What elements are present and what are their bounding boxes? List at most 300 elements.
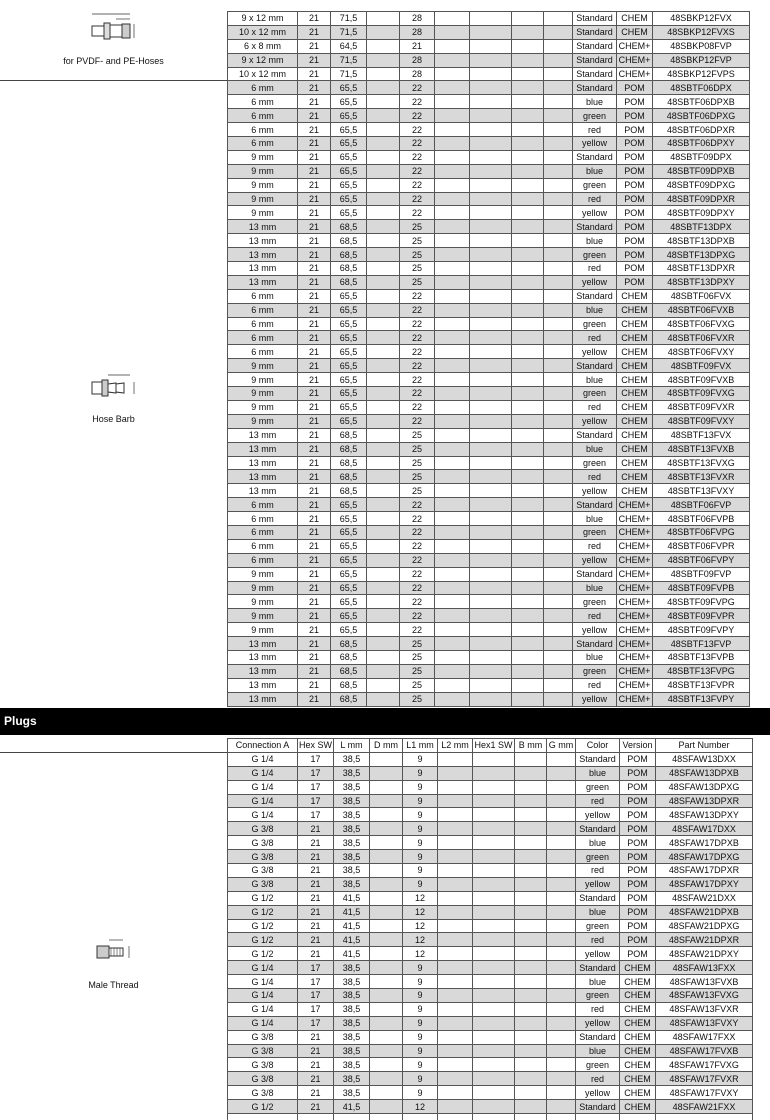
cell-part-number: 48SBTF09FVXB: [653, 373, 750, 387]
cell-version: CHEM+: [617, 53, 653, 67]
cell-connection-a: 6 mm: [228, 109, 298, 123]
cell-d-mm: [367, 178, 400, 192]
cell-connection-a: G 3/8: [228, 836, 298, 850]
cell-connection-a: 9 mm: [228, 400, 298, 414]
cell-hex1-sw: [473, 1086, 515, 1100]
cell-l1-mm: 12: [403, 1100, 438, 1114]
cell-hex-sw: 21: [298, 864, 334, 878]
table-row: [228, 248, 750, 262]
cell-g-mm: [547, 947, 576, 961]
header-l1-mm: L1 mm: [403, 739, 438, 753]
cell-part-number: 48SFAW13FVXB: [656, 975, 753, 989]
cell-l2-mm: [435, 359, 470, 373]
cell-hex-sw: 21: [298, 484, 331, 498]
cell-d-mm: [367, 25, 400, 39]
cell-l1-mm: 9: [403, 1086, 438, 1100]
cell-b-mm: [512, 248, 544, 262]
cell-b-mm: [515, 1030, 547, 1044]
cell-hex1-sw: [473, 808, 515, 822]
cell-hex-sw: 21: [298, 387, 331, 401]
cell-l1-mm: 9: [403, 766, 438, 780]
cell-connection-a: 13 mm: [228, 664, 298, 678]
cell-l-mm: 68,5: [331, 442, 367, 456]
table-row: [228, 752, 753, 766]
cell-version: CHEM: [620, 975, 656, 989]
cell-l-mm: 38,5: [334, 961, 370, 975]
cell-hex1-sw: [470, 67, 512, 81]
cell-color: red: [573, 539, 617, 553]
cell-part-number: 48SBKP08FVP: [653, 39, 750, 53]
cell-color: red: [576, 864, 620, 878]
cell-hex1-sw: [473, 891, 515, 905]
cell-version: CHEM: [617, 303, 653, 317]
cell-version: CHEM: [617, 12, 653, 26]
table-row: [228, 637, 750, 651]
cell-l1-mm: 22: [400, 400, 435, 414]
cell-version: POM: [620, 891, 656, 905]
cell-part-number: 48SBKP12FVP: [653, 53, 750, 67]
table-row: [228, 905, 753, 919]
cell-l2-mm: [435, 539, 470, 553]
cell-b-mm: [512, 623, 544, 637]
cell-g-mm: [544, 414, 573, 428]
hose-barb-block: [0, 370, 227, 424]
cell-version: CHEM+: [617, 512, 653, 526]
cell-l-mm: 68,5: [331, 220, 367, 234]
cell-b-mm: [512, 484, 544, 498]
cell-d-mm: [367, 345, 400, 359]
cell-hex1-sw: [473, 905, 515, 919]
cell-connection-a: 13 mm: [228, 456, 298, 470]
cell-g-mm: [547, 933, 576, 947]
cell-b-mm: [512, 137, 544, 151]
cell-hex1-sw: [470, 678, 512, 692]
cell-connection-a: G 1/4: [228, 808, 298, 822]
cell-part-number: 48SBTF06DPX: [653, 81, 750, 95]
cell-l1-mm: 9: [403, 1044, 438, 1058]
cell-connection-a: G 3/8: [228, 1058, 298, 1072]
cell-hex-sw: 21: [298, 150, 331, 164]
cell-color: blue: [573, 234, 617, 248]
cell-l2-mm: [438, 989, 473, 1003]
cell-color: red: [573, 331, 617, 345]
cell-l-mm: 65,5: [331, 206, 367, 220]
cell-d-mm: [367, 234, 400, 248]
cell-d-mm: [370, 1030, 403, 1044]
cell-version: POM: [620, 905, 656, 919]
cell-d-mm: [370, 1016, 403, 1030]
header-l-mm: L mm: [334, 739, 370, 753]
cell-l-mm: 65,5: [331, 512, 367, 526]
cell-version: CHEM: [617, 289, 653, 303]
cell-l-mm: 65,5: [331, 123, 367, 137]
table-row: [228, 1114, 753, 1120]
cell-hex-sw: 21: [298, 53, 331, 67]
cell-version: CHEM+: [617, 67, 653, 81]
cell-d-mm: [370, 919, 403, 933]
cell-l1-mm: 9: [403, 975, 438, 989]
cell-color: Standard: [576, 891, 620, 905]
cell-d-mm: [367, 539, 400, 553]
cell-b-mm: [512, 359, 544, 373]
table-row: [228, 975, 753, 989]
cell-l1-mm: 25: [400, 484, 435, 498]
table-row: [228, 414, 750, 428]
cell-version: CHEM: [620, 1002, 656, 1016]
cell-g-mm: [544, 637, 573, 651]
cell-b-mm: [515, 808, 547, 822]
pvdf-hose-caption: for PVDF- and PE-Hoses: [63, 56, 164, 66]
cell-version: POM: [620, 933, 656, 947]
cell-b-mm: [512, 303, 544, 317]
cell-connection-a: 13 mm: [228, 428, 298, 442]
cell-version: CHEM+: [617, 39, 653, 53]
cell-hex1-sw: [473, 794, 515, 808]
cell-version: POM: [617, 81, 653, 95]
cell-l1-mm: 9: [403, 989, 438, 1003]
cell-l-mm: 68,5: [331, 637, 367, 651]
cell-l2-mm: [435, 123, 470, 137]
cell-l1-mm: 25: [400, 470, 435, 484]
cell-g-mm: [544, 234, 573, 248]
cell-connection-a: 6 mm: [228, 137, 298, 151]
cell-d-mm: [367, 484, 400, 498]
cell-hex-sw: 21: [298, 664, 331, 678]
cell-hex1-sw: [470, 442, 512, 456]
cell-version: POM: [617, 262, 653, 276]
cell-d-mm: [367, 692, 400, 706]
cell-b-mm: [515, 1016, 547, 1030]
cell-part-number: 48SBTF13DPX: [653, 220, 750, 234]
cell-version: CHEM+: [617, 609, 653, 623]
cell-hex1-sw: [473, 836, 515, 850]
cell-g-mm: [544, 150, 573, 164]
cell-d-mm: [370, 947, 403, 961]
cell-version: CHEM+: [617, 650, 653, 664]
cell-hex1-sw: [473, 1058, 515, 1072]
cell-l2-mm: [435, 234, 470, 248]
cell-hex-sw: [298, 1114, 334, 1120]
cell-version: CHEM+: [617, 539, 653, 553]
cell-hex1-sw: [473, 961, 515, 975]
cell-hex-sw: 21: [298, 123, 331, 137]
cell-part-number: 48SFAW13DPXY: [656, 808, 753, 822]
cell-l2-mm: [438, 1058, 473, 1072]
cell-part-number: 48SBKP12FVX: [653, 12, 750, 26]
cell-part-number: 48SBTF13FVXB: [653, 442, 750, 456]
cell-b-mm: [515, 891, 547, 905]
cell-b-mm: [512, 373, 544, 387]
cell-version: CHEM+: [617, 525, 653, 539]
cell-l2-mm: [438, 1100, 473, 1114]
cell-g-mm: [547, 919, 576, 933]
cell-hex-sw: 21: [298, 1086, 334, 1100]
cell-l1-mm: 22: [400, 81, 435, 95]
cell-l-mm: 65,5: [331, 539, 367, 553]
cell-connection-a: 6 mm: [228, 317, 298, 331]
cell-l2-mm: [438, 1114, 473, 1120]
cell-l2-mm: [438, 1086, 473, 1100]
cell-hex1-sw: [470, 567, 512, 581]
cell-l1-mm: 25: [400, 442, 435, 456]
cell-connection-a: 6 mm: [228, 303, 298, 317]
table-row: [228, 1030, 753, 1044]
cell-hex-sw: 21: [298, 623, 331, 637]
cell-part-number: 48SBTF09FVPR: [653, 609, 750, 623]
cell-version: POM: [617, 95, 653, 109]
cell-connection-a: G 1/4: [228, 975, 298, 989]
cell-connection-a: 13 mm: [228, 650, 298, 664]
table-row: [228, 25, 750, 39]
cell-hex-sw: 21: [298, 609, 331, 623]
cell-b-mm: [512, 567, 544, 581]
cell-g-mm: [544, 25, 573, 39]
cell-connection-a: 9 mm: [228, 150, 298, 164]
cell-d-mm: [367, 456, 400, 470]
cell-color: blue: [573, 650, 617, 664]
cell-hex-sw: 21: [298, 456, 331, 470]
cell-part-number: 48SFAW17FVXY: [656, 1086, 753, 1100]
cell-hex1-sw: [473, 752, 515, 766]
cell-l-mm: 65,5: [331, 567, 367, 581]
table-row: [228, 947, 753, 961]
cell-d-mm: [367, 275, 400, 289]
cell-hex1-sw: [473, 1100, 515, 1114]
cell-l2-mm: [438, 1072, 473, 1086]
cell-l-mm: 65,5: [331, 317, 367, 331]
cell-g-mm: [547, 794, 576, 808]
cell-color: blue: [573, 373, 617, 387]
cell-color: green: [573, 248, 617, 262]
cell-l1-mm: 25: [400, 262, 435, 276]
cell-l-mm: 65,5: [331, 581, 367, 595]
cell-color: blue: [576, 1044, 620, 1058]
cell-l-mm: 38,5: [334, 864, 370, 878]
pvdf-hose-fitting-block: [0, 8, 227, 66]
cell-hex-sw: 17: [298, 808, 334, 822]
cell-d-mm: [370, 850, 403, 864]
cell-connection-a: G 1/4: [228, 989, 298, 1003]
cell-color: green: [576, 850, 620, 864]
cell-hex-sw: 17: [298, 975, 334, 989]
cell-version: POM: [620, 808, 656, 822]
cell-l-mm: 68,5: [331, 456, 367, 470]
cell-b-mm: [515, 864, 547, 878]
cell-color: red: [573, 400, 617, 414]
table-row: [228, 387, 750, 401]
cell-color: red: [576, 933, 620, 947]
cell-b-mm: [512, 456, 544, 470]
cell-l-mm: 38,5: [334, 1030, 370, 1044]
cell-l2-mm: [435, 206, 470, 220]
cell-part-number: 48SBTF13DPXR: [653, 262, 750, 276]
cell-version: POM: [617, 234, 653, 248]
table-row: [228, 303, 750, 317]
cell-d-mm: [367, 123, 400, 137]
cell-connection-a: 6 x 8 mm: [228, 39, 298, 53]
cell-g-mm: [547, 1016, 576, 1030]
cell-l2-mm: [438, 947, 473, 961]
cell-hex-sw: 21: [298, 137, 331, 151]
table-row: [228, 289, 750, 303]
cell-version: CHEM+: [617, 553, 653, 567]
cell-b-mm: [512, 609, 544, 623]
cell-d-mm: [370, 1072, 403, 1086]
cell-g-mm: [544, 456, 573, 470]
cell-b-mm: [512, 150, 544, 164]
cell-part-number: 48SFAW17DPXG: [656, 850, 753, 864]
table-row: [228, 373, 750, 387]
cell-d-mm: [367, 512, 400, 526]
cell-hex1-sw: [473, 1016, 515, 1030]
cell-l1-mm: 25: [400, 650, 435, 664]
cell-color: yellow: [576, 947, 620, 961]
cell-g-mm: [547, 975, 576, 989]
cell-l-mm: 65,5: [331, 289, 367, 303]
cell-l2-mm: [435, 248, 470, 262]
cell-l1-mm: 21: [400, 39, 435, 53]
cell-d-mm: [367, 664, 400, 678]
cell-color: red: [573, 262, 617, 276]
cell-hex-sw: 21: [298, 470, 331, 484]
cell-d-mm: [370, 989, 403, 1003]
table-row: [228, 442, 750, 456]
cell-b-mm: [512, 67, 544, 81]
cell-g-mm: [544, 53, 573, 67]
cell-l1-mm: 9: [403, 1002, 438, 1016]
cell-hex-sw: 21: [298, 650, 331, 664]
cell-b-mm: [512, 289, 544, 303]
cell-g-mm: [547, 780, 576, 794]
cell-l-mm: 68,5: [331, 275, 367, 289]
cell-g-mm: [544, 289, 573, 303]
cell-version: POM: [620, 822, 656, 836]
cell-connection-a: 13 mm: [228, 470, 298, 484]
cell-color: yellow: [576, 1086, 620, 1100]
cell-hex-sw: 17: [298, 752, 334, 766]
cell-g-mm: [547, 808, 576, 822]
cell-version: POM: [617, 137, 653, 151]
cell-hex1-sw: [473, 780, 515, 794]
cell-hex-sw: 21: [298, 109, 331, 123]
cell-l-mm: 68,5: [331, 484, 367, 498]
cell-l2-mm: [435, 387, 470, 401]
cell-hex1-sw: [470, 623, 512, 637]
cell-hex-sw: 21: [298, 498, 331, 512]
table-row: [228, 192, 750, 206]
cell-hex1-sw: [470, 664, 512, 678]
cell-l-mm: 65,5: [331, 345, 367, 359]
cell-color: red: [573, 192, 617, 206]
cell-hex1-sw: [473, 766, 515, 780]
cell-connection-a: 13 mm: [228, 692, 298, 706]
cell-l2-mm: [435, 678, 470, 692]
cell-hex-sw: 21: [298, 234, 331, 248]
table-row: [228, 331, 750, 345]
cell-d-mm: [367, 623, 400, 637]
cell-d-mm: [367, 81, 400, 95]
cell-part-number: 48SBTF09DPXB: [653, 164, 750, 178]
cell-part-number: 48SBTF13FVXG: [653, 456, 750, 470]
cell-l1-mm: 22: [400, 164, 435, 178]
cell-part-number: 48SBTF06DPXG: [653, 109, 750, 123]
cell-g-mm: [544, 137, 573, 151]
cell-b-mm: [512, 512, 544, 526]
cell-l1-mm: 28: [400, 67, 435, 81]
cell-hex-sw: 21: [298, 525, 331, 539]
cell-l-mm: 65,5: [331, 595, 367, 609]
hose-fitting-drawing-icon: [86, 8, 142, 48]
table-row: [228, 664, 750, 678]
cell-l2-mm: [435, 498, 470, 512]
cell-part-number: 48SFAW17DPXR: [656, 864, 753, 878]
cell-l2-mm: [435, 525, 470, 539]
cell-version: CHEM+: [617, 678, 653, 692]
cell-part-number: 48SFAW21DPXB: [656, 905, 753, 919]
cell-l2-mm: [435, 150, 470, 164]
cell-connection-a: 13 mm: [228, 220, 298, 234]
cell-part-number: 48SBTF09FVXY: [653, 414, 750, 428]
cell-l1-mm: 25: [400, 220, 435, 234]
cell-version: CHEM+: [617, 498, 653, 512]
cell-l-mm: 38,5: [334, 766, 370, 780]
cell-l2-mm: [438, 1030, 473, 1044]
table-row: [228, 539, 750, 553]
cell-l2-mm: [435, 109, 470, 123]
cell-l1-mm: 22: [400, 539, 435, 553]
cell-l1-mm: 12: [403, 947, 438, 961]
table-row: [228, 581, 750, 595]
cell-color: green: [576, 919, 620, 933]
cell-connection-a: 9 mm: [228, 359, 298, 373]
cell-l-mm: 65,5: [331, 178, 367, 192]
cell-hex-sw: 21: [298, 178, 331, 192]
cell-color: blue: [576, 836, 620, 850]
cell-g-mm: [544, 525, 573, 539]
cell-g-mm: [544, 387, 573, 401]
cell-version: [620, 1114, 656, 1120]
cell-g-mm: [544, 192, 573, 206]
cell-l1-mm: 12: [403, 933, 438, 947]
cell-b-mm: [512, 331, 544, 345]
cell-d-mm: [370, 891, 403, 905]
cell-b-mm: [515, 919, 547, 933]
cell-l-mm: 38,5: [334, 1016, 370, 1030]
cell-l2-mm: [438, 905, 473, 919]
cell-l2-mm: [438, 877, 473, 891]
cell-g-mm: [544, 539, 573, 553]
cell-connection-a: 13 mm: [228, 637, 298, 651]
cell-b-mm: [512, 650, 544, 664]
cell-hex-sw: 21: [298, 275, 331, 289]
cell-version: POM: [620, 850, 656, 864]
cell-connection-a: G 3/8: [228, 864, 298, 878]
cell-color: yellow: [573, 206, 617, 220]
cell-l-mm: 68,5: [331, 234, 367, 248]
cell-version: POM: [620, 836, 656, 850]
cell-version: CHEM: [620, 1058, 656, 1072]
cell-b-mm: [515, 850, 547, 864]
header-g-mm: G mm: [547, 739, 576, 753]
plugs-section-header: Plugs: [0, 708, 770, 735]
cell-hex-sw: 17: [298, 766, 334, 780]
cell-g-mm: [547, 891, 576, 905]
cell-hex1-sw: [470, 303, 512, 317]
cell-version: CHEM: [617, 25, 653, 39]
cell-hex1-sw: [473, 864, 515, 878]
table-row: [228, 1058, 753, 1072]
cell-hex1-sw: [470, 137, 512, 151]
